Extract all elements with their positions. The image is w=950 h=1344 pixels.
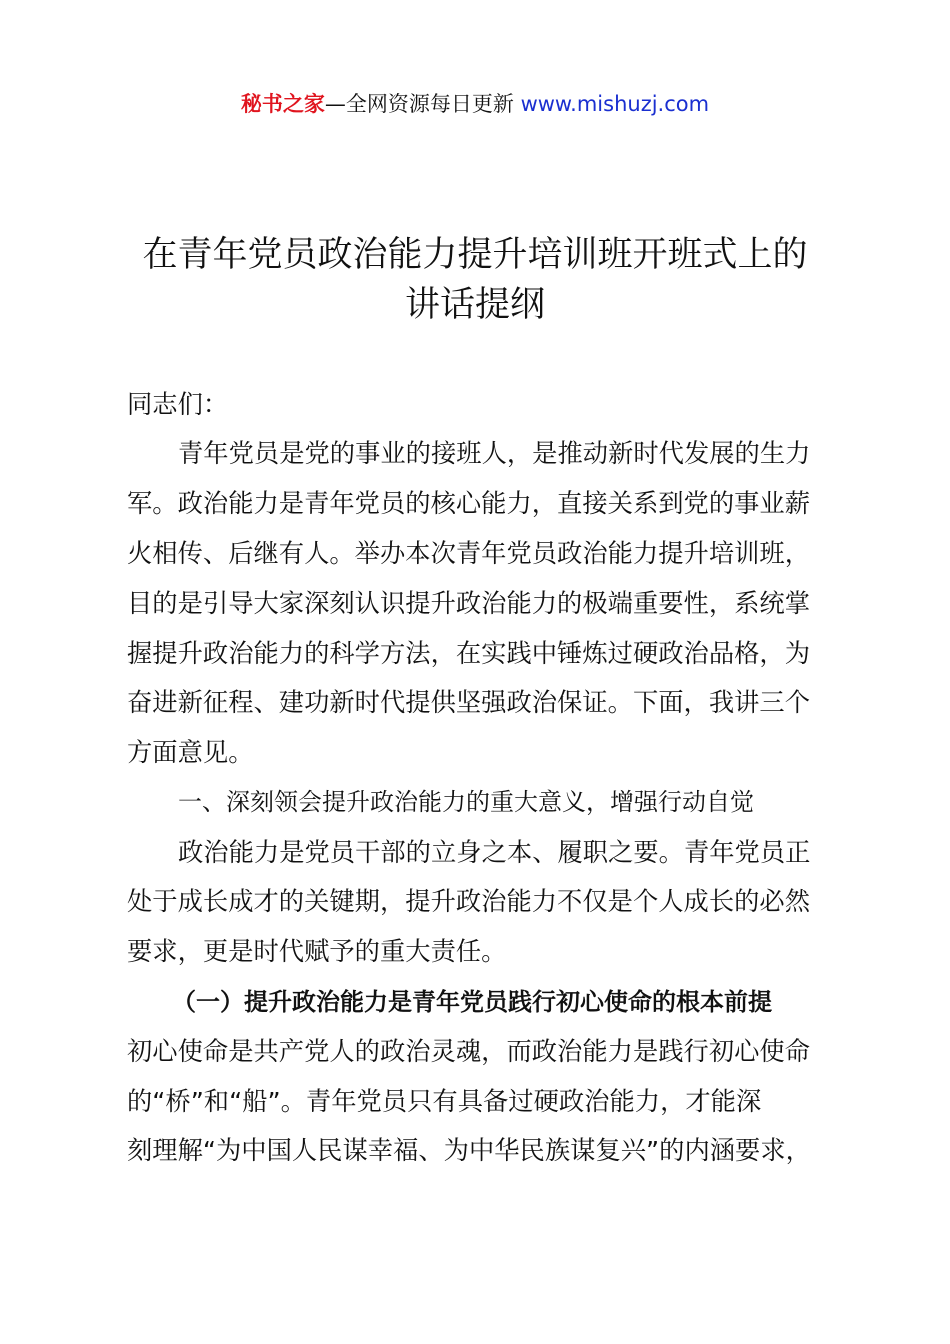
site-url[interactable]: www.mishuzj.com [520, 92, 710, 116]
body-line: 政治能力是党员干部的立身之本、履职之要。青年党员正 [178, 838, 811, 867]
section-heading: 一、深刻领会提升政治能力的重大意义，增强行动自觉 [178, 788, 754, 816]
document-title-line-1: 在青年党员政治能力提升培训班开班式上的 [142, 235, 808, 275]
body-line: 握提升政治能力的科学方法，在实践中锤炼过硬政治品格，为 [127, 639, 811, 668]
body-line: 的“桥”和“船”。青年党员只有具备过硬政治能力，才能深 [127, 1087, 762, 1116]
body-line: 目的是引导大家深刻认识提升政治能力的极端重要性，系统掌 [127, 589, 811, 618]
site-header [0, 88, 950, 120]
body-line: 奋进新征程、建功新时代提供坚强政治保证。下面，我讲三个 [127, 688, 811, 717]
document-title-line-2: 讲话提纲 [404, 285, 545, 325]
body-line: 方面意见。 [127, 738, 254, 767]
salutation: 同志们： [127, 390, 229, 419]
body-line: 刻理解“为中国人民谋幸福、为中华民族谋复兴”的内涵要求， [127, 1136, 811, 1165]
body-line: 火相传、后继有人。举办本次青年党员政治能力提升培训班， [127, 539, 811, 568]
body-line: 军。政治能力是青年党员的核心能力，直接关系到党的事业薪 [127, 489, 811, 518]
body-line: 青年党员是党的事业的接班人，是推动新时代发展的生力 [178, 439, 811, 468]
body-line: 要求，更是时代赋予的重大责任。 [127, 937, 507, 966]
subsection-heading: （一）提升政治能力是青年党员践行初心使命的根本前提 [172, 988, 772, 1016]
body-line: 初心使命是共产党人的政治灵魂，而政治能力是践行初心使命 [127, 1037, 811, 1066]
site-tagline: —全网资源每日更新 [324, 92, 521, 116]
site-brand: 秘书之家 [240, 92, 325, 116]
body-line: 处于成长成才的关键期，提升政治能力不仅是个人成长的必然 [127, 887, 811, 916]
